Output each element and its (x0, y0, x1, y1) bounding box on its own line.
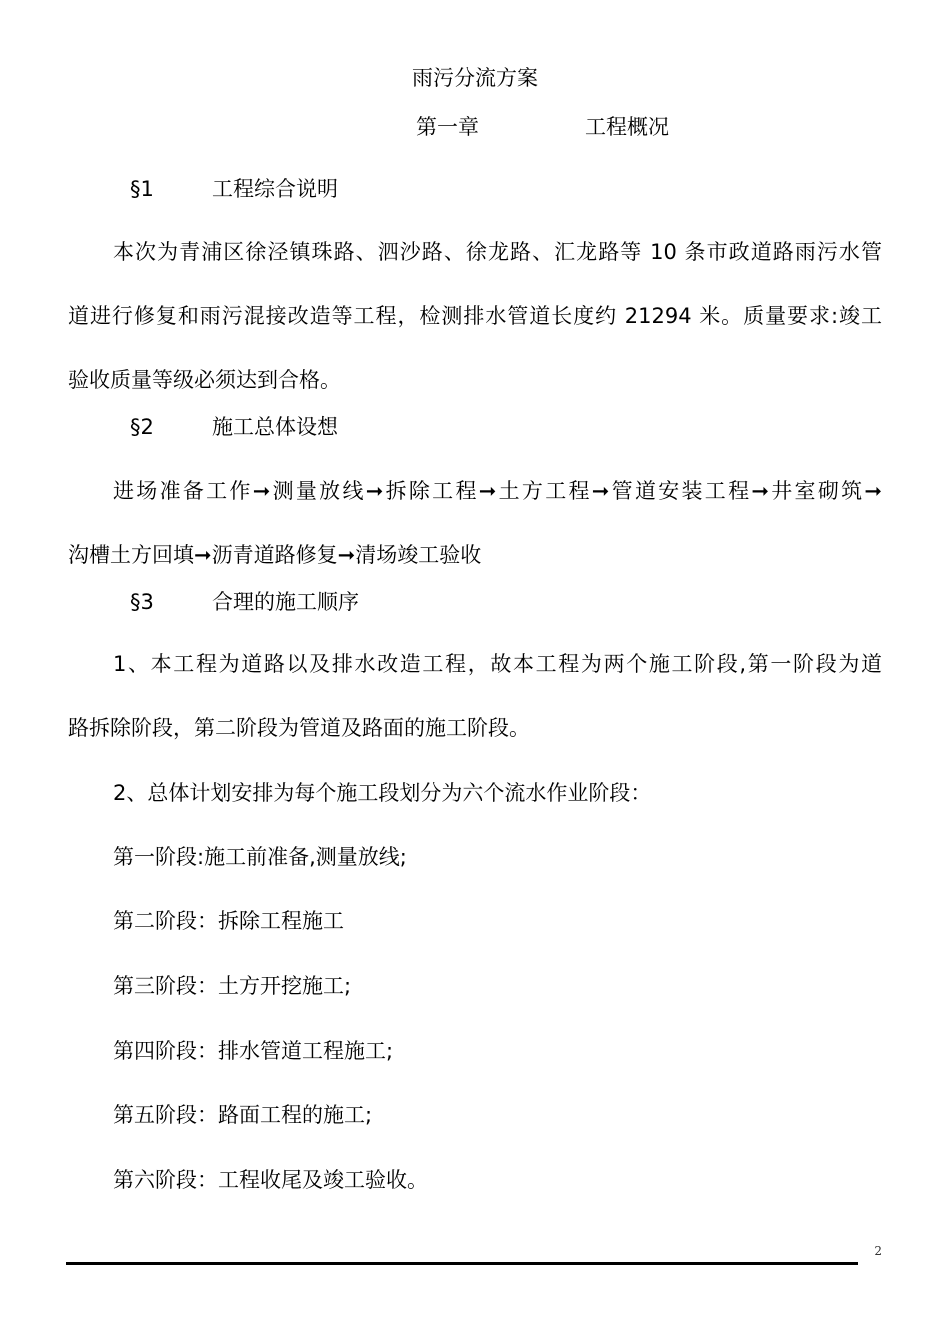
section-2-symbol: §2 (130, 415, 154, 439)
chapter-title: 工程概况 (585, 115, 669, 139)
stage-item: 第五阶段：路面工程的施工; (113, 1103, 373, 1127)
footer-rule (66, 1262, 858, 1265)
section-3-symbol: §3 (130, 590, 154, 614)
overview-paragraph-line-2: 道进行修复和雨污混接改造等工程，检测排水管道长度约 21294 米。质量要求:竣工 (68, 304, 882, 328)
stage-item: 第三阶段：土方开挖施工; (113, 974, 352, 998)
chapter-number: 第一章 (416, 115, 479, 139)
page-number: 2 (874, 1244, 882, 1258)
overview-paragraph-line-1: 本次为青浦区徐泾镇珠路、泗沙路、徐龙路、汇龙路等 10 条市政道路雨污水管 (113, 240, 882, 264)
order-item-1-line-1: 1、本工程为道路以及排水改造工程，故本工程为两个施工阶段,第一阶段为道 (113, 652, 882, 676)
stage-item: 第六阶段：工程收尾及竣工验收。 (113, 1168, 428, 1192)
stage-item: 第二阶段：拆除工程施工 (113, 909, 344, 933)
document-title: 雨污分流方案 (412, 66, 538, 90)
section-1-symbol: §1 (130, 177, 154, 201)
process-flow-line-2: 沟槽土方回填➞沥青道路修复➞清场竣工验收 (68, 543, 482, 567)
process-flow-line-1: 进场准备工作➞测量放线➞拆除工程➞土方工程➞管道安装工程➞井室砌筑➞ (113, 479, 882, 503)
section-2-title: 施工总体设想 (212, 415, 338, 439)
stage-item: 第四阶段：排水管道工程施工; (113, 1039, 394, 1063)
section-3-title: 合理的施工顺序 (212, 590, 359, 614)
section-1-title: 工程综合说明 (212, 177, 338, 201)
stage-item: 第一阶段:施工前准备,测量放线; (113, 845, 407, 869)
order-item-1-line-2: 路拆除阶段，第二阶段为管道及路面的施工阶段。 (68, 716, 530, 740)
order-item-2: 2、总体计划安排为每个施工段划分为六个流水作业阶段： (113, 781, 652, 805)
overview-paragraph-line-3: 验收质量等级必须达到合格。 (68, 368, 341, 392)
